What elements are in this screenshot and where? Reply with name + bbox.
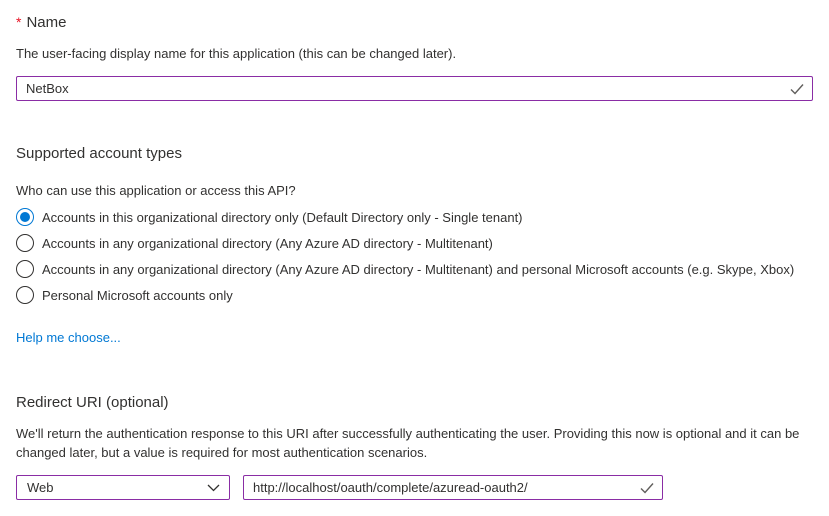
account-types-question: Who can use this application or access this API? xyxy=(16,183,296,198)
account-type-label: Personal Microsoft accounts only xyxy=(42,287,233,303)
required-asterisk: * xyxy=(16,14,22,30)
name-input[interactable] xyxy=(16,76,813,101)
radio-button[interactable] xyxy=(16,260,34,278)
help-me-choose-link[interactable]: Help me choose... xyxy=(16,330,121,345)
radio-button[interactable] xyxy=(16,286,34,304)
chevron-down-icon xyxy=(207,484,220,492)
platform-select[interactable] xyxy=(16,475,230,500)
supported-account-types-title: Supported account types xyxy=(16,145,182,162)
redirect-uri-title: Redirect URI (optional) xyxy=(16,394,169,411)
name-input-wrap xyxy=(16,76,813,101)
account-type-label: Accounts in any organizational directory (Any Azure AD directory - Multitenant) and personal Microsoft accounts (e.g. Skype, Xbox) xyxy=(42,261,795,277)
platform-select-value: Web xyxy=(27,480,54,495)
account-type-option-multitenant-personal[interactable] xyxy=(16,260,813,278)
redirect-uri-input-wrap xyxy=(243,475,663,500)
name-title-text: Name xyxy=(26,14,67,31)
redirect-uri-input[interactable] xyxy=(243,475,663,500)
radio-button[interactable] xyxy=(16,234,34,252)
name-section-title xyxy=(16,12,813,33)
redirect-uri-row xyxy=(16,475,813,500)
account-type-option-single-tenant[interactable] xyxy=(16,208,813,226)
account-types-radio-group xyxy=(16,208,813,304)
redirect-uri-description: We'll return the authentication response to this URI after successfully authenticating the user. Providing this now is optional and it can be changed later, but a value is required for most authentication scenarios. xyxy=(16,426,800,460)
account-type-label: Accounts in any organizational directory (Any Azure AD directory - Multitenant) xyxy=(42,235,493,251)
name-description: The user-facing display name for this application (this can be changed later). xyxy=(16,46,457,61)
radio-button[interactable] xyxy=(16,208,34,226)
account-type-option-multitenant[interactable] xyxy=(16,234,813,252)
account-type-option-personal-only[interactable] xyxy=(16,286,813,304)
account-type-label: Accounts in this organizational directory only (Default Directory only - Single tenant) xyxy=(42,209,523,225)
